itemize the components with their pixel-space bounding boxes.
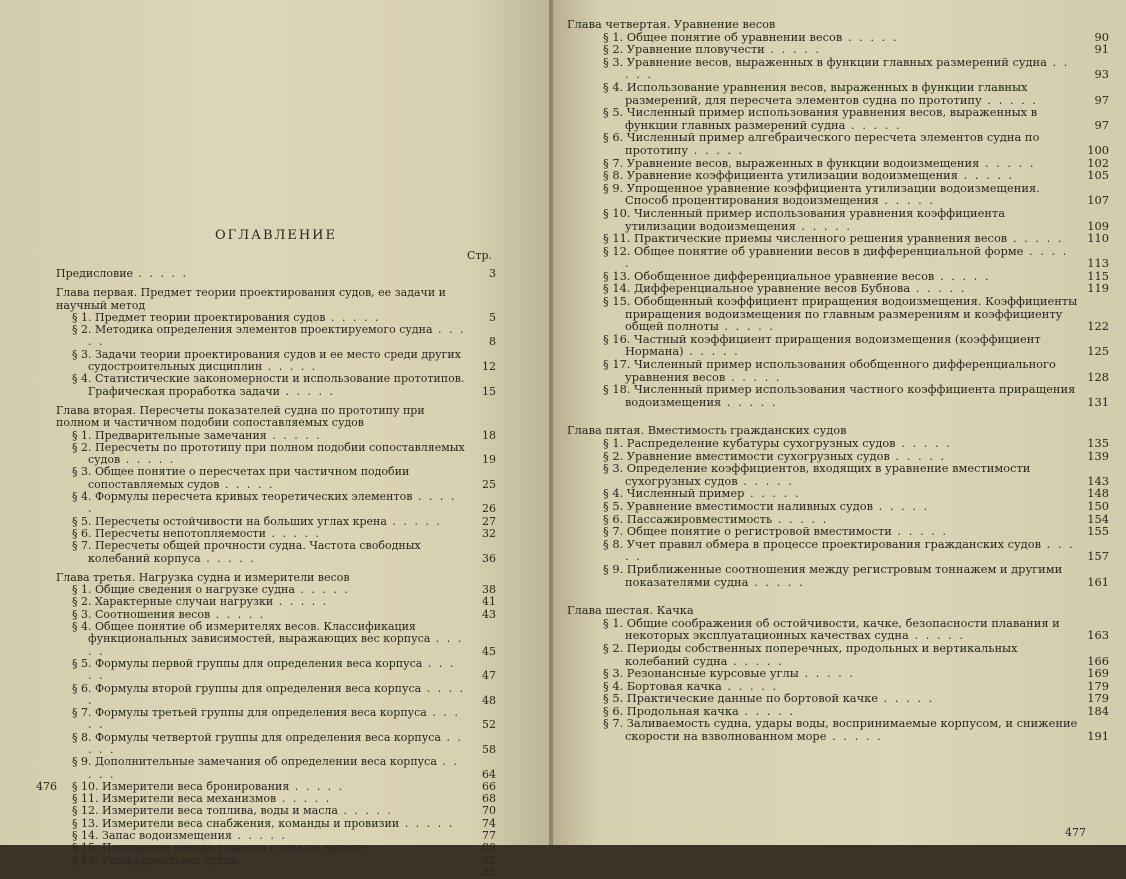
toc-entry-text: § 4. Статистические закономерности и использование прототипов. Графическая проработка задачи . . . . .: [72, 372, 465, 398]
toc-page-number: 163: [1087, 628, 1109, 643]
toc-page-number: 45: [482, 644, 496, 658]
dot-leader: . . . . .: [399, 816, 455, 830]
toc-title: ОГЛАВЛЕНИЕ: [214, 228, 337, 243]
dot-leader: . . . . .: [748, 574, 805, 589]
toc-page-number: 125: [1087, 344, 1109, 359]
toc-entry: [56, 373, 496, 398]
right-toc: [567, 18, 1109, 743]
toc-entry: [567, 692, 1109, 705]
toc-page-number: 85: [482, 865, 496, 879]
dot-leader: . . . . .: [889, 448, 947, 463]
toc-entry-text: § 4. Численный пример . . . . .: [603, 486, 801, 501]
toc-page-number: 139: [1087, 448, 1109, 463]
toc-page-number: 166: [1087, 653, 1109, 668]
dot-leader: . . . . .: [688, 142, 745, 157]
toc-entry: [56, 867, 496, 879]
dot-leader: . . . . .: [294, 583, 350, 597]
dot-leader: . . . . .: [934, 268, 991, 283]
toc-entry: [567, 667, 1109, 680]
toc-entry-text: [56, 867, 496, 879]
toc-entry-text: § 15. Положение центра тяжести судна по высоте . . . . .: [72, 841, 420, 855]
toc-entry-text: § 8. Уравнение коэффициента утилизации водоизмещения . . . . .: [603, 168, 1015, 183]
dot-leader: . . . . .: [878, 193, 935, 208]
toc-entry-text: § 5. Формулы первой группы для определения веса корпуса . . . . .: [72, 656, 456, 683]
toc-entry-text: § 5. Уравнение вместимости наливных судов . . . . .: [603, 498, 930, 513]
toc-page-number: 82: [482, 853, 496, 867]
toc-entry-text: § 9. Приближенные соотношения между регистровым тоннажем и другими показателями судна . . . . .: [603, 561, 1063, 589]
toc-entry: [567, 500, 1109, 513]
toc-page-number: 135: [1087, 436, 1109, 450]
toc-entry-text: § 7. Уравнение весов, выраженных в функции водоизмещения . . . . .: [603, 155, 1036, 170]
toc-page-number: 15: [482, 384, 496, 398]
toc-page-number: 74: [482, 816, 496, 830]
page-number-right: 477: [1065, 826, 1086, 839]
toc-page-number: 5: [489, 310, 496, 324]
toc-entry-text: § 4. Формулы пересчета кривых теоретических элементов . . . . .: [72, 490, 457, 516]
toc-entry-text: § 16. Частный коэффициент приращения водоизмещения (коэффициент Нормана) . . . . .: [603, 331, 1041, 359]
toc-entry-text: § 2. Уравнение пловучести . . . . .: [603, 42, 821, 57]
toc-entry: [567, 538, 1109, 563]
dot-leader: . . . . .: [72, 865, 122, 879]
toc-page-number: 105: [1087, 168, 1109, 183]
toc-entry: [567, 358, 1109, 383]
dot-leader: . . . . .: [772, 511, 829, 526]
toc-page-number: 18: [482, 428, 496, 442]
toc-page-number: 131: [1087, 394, 1109, 409]
toc-page-number: 143: [1087, 473, 1109, 488]
toc-page-number: 179: [1087, 678, 1109, 693]
toc-entry: [567, 525, 1109, 538]
toc-entry: [56, 466, 496, 491]
toc-entry-text: § 2. Уравнение вместимости сухогрузных судов . . . . .: [603, 448, 947, 463]
toc-entry-text: Глава шестая. Качка: [567, 603, 694, 618]
dot-leader: . . . . .: [200, 551, 256, 565]
toc-page-number: 110: [1087, 231, 1109, 246]
toc-page-number: 169: [1087, 666, 1109, 681]
right-page: [553, 0, 1126, 845]
toc-page-number: 100: [1087, 142, 1109, 157]
toc-entry: [567, 207, 1109, 232]
toc-page-number: 8: [489, 335, 496, 349]
toc-page-number: 58: [482, 742, 496, 756]
toc-page-number: 66: [482, 779, 496, 793]
toc-page-number: 26: [482, 502, 496, 516]
toc-page-number: 38: [482, 583, 496, 597]
dot-leader: . . . . .: [266, 428, 322, 442]
toc-entry-text: Глава третья. Нагрузка судна и измерители весов: [56, 570, 350, 584]
dot-leader: . . . . .: [908, 628, 966, 643]
toc-entry: [567, 717, 1109, 742]
dot-leader: . . . . .: [826, 729, 883, 744]
toc-entry-text: § 8. Формулы четвертой группы для определения веса корпуса . . . . .: [72, 730, 463, 756]
toc-entry-text: § 9. Упрощенное уравнение коэффициента утилизации водоизмещения. Способ процентирования водоизмещения . . . . .: [603, 180, 1040, 208]
dot-leader: . . . . .: [721, 394, 778, 409]
dot-leader: . . . . .: [262, 360, 318, 374]
toc-page-number: 93: [1094, 67, 1109, 82]
page-column-label: Стр.: [466, 249, 492, 262]
toc-entry: [56, 658, 496, 683]
toc-entry-text: Глава четвертая. Уравнение весов: [567, 17, 776, 31]
toc-entry: [56, 442, 496, 467]
toc-page-number: 3: [489, 267, 496, 280]
toc-page-number: 91: [1094, 42, 1109, 57]
dot-leader: . . . . .: [910, 281, 967, 296]
toc-entry: [567, 245, 1109, 270]
toc-page-number: 184: [1087, 703, 1109, 718]
dot-leader: . . . . .: [279, 384, 335, 398]
dot-leader: . . . . .: [88, 706, 460, 732]
toc-page-number: 191: [1087, 729, 1109, 744]
dot-leader: . . . . .: [683, 344, 740, 359]
toc-entry: [567, 462, 1109, 487]
toc-page-number: 48: [482, 693, 496, 707]
toc-entry: [56, 268, 496, 280]
toc-page-number: 113: [1087, 256, 1109, 271]
toc-page-number: 155: [1087, 524, 1109, 539]
toc-entry-text: § 1. Предмет теории проектирования судов . . . . .: [72, 310, 381, 324]
toc-entry-text: § 10. Измерители веса бронирования . . . . .: [72, 779, 345, 793]
dot-leader: . . . . .: [88, 490, 457, 516]
toc-entry-text: § 16. Удифферентовка судна . . . . .: [72, 853, 293, 867]
toc-entry-text: § 2. Пересчеты по прототипу при полном подобии сопоставляемых судов . . . . .: [72, 440, 465, 467]
toc-entry-text: § 4. Бортовая качка . . . . .: [603, 678, 779, 693]
dot-leader: . . . . .: [727, 653, 784, 668]
toc-entry-text: § 7. Общее понятие о регистровой вместимости . . . . .: [603, 524, 949, 539]
toc-entry-text: § 17. Численный пример использования обобщенного дифференциального уравнения весов . . . . .: [603, 357, 1056, 384]
toc-entry-text: § 7. Формулы третьей группы для определения веса корпуса . . . . .: [72, 706, 460, 732]
toc-entry-text: § 15. Обобщенный коэффициент приращения водоизмещения. Коэффициенты приращения водоизмещения по главным размерениям и коэффициенту общей полноты . . . . .: [603, 294, 1078, 334]
toc-entry: [567, 131, 1109, 156]
toc-entry-text: § 2. Периоды собственных поперечных, продольных и вертикальных колебаний судна . . . . .: [603, 640, 1018, 668]
toc-entry-text: § 5. Практические данные по бортовой качке . . . . .: [603, 691, 935, 706]
dot-leader: . . . . .: [231, 829, 287, 843]
dot-leader: . . . . .: [845, 117, 902, 132]
dot-leader: . . . . .: [88, 632, 464, 658]
toc-page-number: 52: [482, 718, 496, 732]
toc-page-number: 97: [1094, 92, 1109, 107]
dot-leader: . . . . .: [337, 804, 393, 818]
toc-entry-text: Глава пятая. Вместимость гражданских судов: [567, 423, 847, 438]
toc-entry-text: § 10. Численный пример использования уравнения коэффициента утилизации водоизмещения . . . . .: [603, 205, 1006, 233]
toc-entry: [56, 732, 496, 757]
dot-leader: . . . . .: [265, 526, 321, 540]
toc-page-number: 41: [482, 595, 496, 609]
dot-leader: . . . . .: [88, 323, 466, 349]
toc-chapter-heading: [56, 405, 496, 430]
toc-entry-text: § 6. Пересчеты непотопляемости . . . . .: [72, 526, 321, 540]
toc-entry-text: § 4. Использование уравнения весов, выраженных в функции главных размерений, для пересчета элементов судна по прототипу . . . . .: [603, 79, 1038, 107]
toc-page-number: 19: [482, 453, 496, 467]
toc-page-number: 179: [1087, 691, 1109, 706]
toc-page-number: 77: [482, 829, 496, 843]
toc-entry: [56, 596, 496, 608]
toc-entry-text: § 11. Измерители веса механизмов . . . . .: [72, 792, 332, 806]
toc-entry: [56, 430, 496, 442]
dot-leader: . . . . .: [625, 243, 1069, 271]
toc-entry-text: § 1. Предварительные замечания . . . . .: [72, 428, 322, 442]
toc-entry-text: § 13. Измерители веса снабжения, команды и провизии . . . . .: [72, 816, 455, 830]
dot-leader: . . . . .: [798, 666, 856, 681]
dot-leader: . . . . .: [625, 54, 1070, 82]
toc-page-number: 148: [1087, 486, 1109, 501]
toc-entry: [567, 182, 1109, 207]
toc-entry-text: § 1. Общие сведения о нагрузке судна . . . . .: [72, 583, 350, 597]
toc-entry-text: § 5. Пересчеты остойчивости на больших углах крена . . . . .: [72, 514, 442, 528]
dot-leader: . . . . .: [276, 792, 332, 806]
toc-entry-text: § 9. Дополнительные замечания об определении веса корпуса . . . . .: [72, 755, 459, 781]
dot-leader: . . . . .: [364, 841, 420, 855]
toc-page-number: 70: [482, 804, 496, 818]
dot-leader: . . . . .: [289, 779, 345, 793]
toc-entry-text: § 1. Общие соображения об остойчивости, качке, безопасности плавания и некоторых эксплуатационных качествах судна . . . . .: [603, 615, 1060, 643]
left-entry-list: [56, 268, 496, 879]
dot-leader: . . . . .: [737, 473, 794, 488]
toc-entry-text: § 7. Пересчеты общей прочности судна. Частота свободных колебаний корпуса . . . . .: [72, 539, 421, 565]
dot-leader: . . . . .: [210, 607, 266, 621]
toc-entry-text: § 3. Общее понятие о пересчетах при частичном подобии сопоставляемых судов . . . . .: [72, 465, 410, 491]
dot-leader: . . . . .: [88, 730, 463, 756]
toc-entry: [56, 324, 496, 349]
toc-page-number: 47: [482, 669, 496, 683]
dot-leader: . . . . .: [981, 92, 1038, 107]
dot-leader: . . . . .: [764, 42, 821, 57]
toc-entry-text: Глава вторая. Пересчеты показателей судна по прототипу при полном и частичном подобии сопоставляемых судов: [56, 403, 425, 430]
left-toc: [56, 228, 496, 879]
dot-leader: . . . . .: [88, 656, 456, 683]
toc-entry: [56, 349, 496, 374]
toc-entry-text: § 1. Распределение кубатуры сухогрузных судов . . . . .: [603, 436, 952, 450]
left-page: [0, 0, 551, 879]
toc-entry-text: § 14. Дифференциальное уравнение весов Бубнова . . . . .: [603, 281, 967, 296]
toc-page-number: 12: [482, 360, 496, 374]
toc-page-number: 115: [1087, 268, 1109, 283]
dot-leader: . . . . .: [873, 498, 930, 513]
toc-entry-text: § 6. Численный пример алгебраического пересчета элементов судна по прототипу . . . . .: [603, 130, 1040, 157]
toc-entry: [567, 169, 1109, 182]
toc-page-number: 122: [1087, 319, 1109, 334]
toc-page-number: 102: [1087, 155, 1109, 170]
toc-entry: [567, 642, 1109, 667]
dot-leader: . . . . .: [120, 453, 176, 467]
dot-leader: . . . . .: [725, 369, 782, 384]
toc-entry-text: § 3. Определение коэффициентов, входящих в уравнение вместимости сухогрузных судов . . . . .: [603, 461, 1031, 488]
toc-entry-text: § 11. Практические приемы численного решения уравнения весов . . . . .: [603, 231, 1064, 246]
toc-entry-text: Глава первая. Предмет теории проектирования судов, ее задачи и научный метод: [56, 286, 446, 312]
toc-entry: [567, 333, 1109, 358]
toc-page-number: 90: [1094, 29, 1109, 44]
dot-leader: . . . . .: [88, 681, 466, 707]
toc-entry-text: § 6. Формулы второй группы для определения веса корпуса . . . . .: [72, 681, 466, 707]
dot-leader: . . . . .: [738, 703, 795, 718]
toc-page-number: 119: [1087, 281, 1109, 296]
toc-page-number: 32: [482, 526, 496, 540]
toc-page-number: 80: [482, 841, 496, 855]
toc-entry-text: § 3. Резонансные курсовые углы . . . . .: [603, 666, 856, 681]
toc-page-number: 64: [482, 767, 496, 781]
toc-chapter-heading: [56, 287, 496, 312]
toc-page-number: 128: [1087, 369, 1109, 384]
dot-leader: . . . . .: [718, 319, 775, 334]
toc-page-number: 109: [1087, 218, 1109, 233]
dot-leader: . . . . .: [744, 486, 801, 501]
toc-entry-text: § 6. Пассажировместимость . . . . .: [603, 511, 829, 526]
toc-entry-text: § 7. Заливаемость судна, удары воды, воспринимаемые корпусом, и снижение скорости на взволнованном море . . . . .: [603, 716, 1078, 744]
toc-entry-text: § 3. Соотношения весов . . . . .: [72, 607, 266, 621]
dot-leader: . . . . .: [237, 853, 293, 867]
dot-leader: . . . . .: [625, 536, 1075, 564]
dot-leader: . . . . .: [386, 514, 442, 528]
toc-entry-text: § 1. Общее понятие об уравнении весов . . . . .: [603, 29, 899, 44]
toc-entry: [567, 617, 1109, 642]
dot-leader: . . . . .: [219, 477, 275, 491]
toc-entry: [567, 81, 1109, 106]
toc-page-number: 157: [1087, 549, 1109, 564]
toc-entry: [56, 855, 496, 867]
page-number-left: 476: [36, 780, 57, 793]
toc-entry: [56, 540, 496, 565]
toc-entry-text: § 2. Характерные случаи нагрузки . . . . .: [72, 595, 329, 609]
toc-page-number: 97: [1094, 117, 1109, 132]
toc-chapter-heading: [567, 18, 1109, 31]
toc-page-number: 43: [482, 607, 496, 621]
toc-page-number: 150: [1087, 498, 1109, 513]
toc-entry-text: § 3. Задачи теории проектирования судов и ее место среди других судостроительных дисциплин . . . . .: [72, 347, 461, 374]
dot-leader: . . . . .: [721, 678, 779, 693]
toc-entry: [56, 707, 496, 732]
toc-entry-text: § 18. Численный пример использования частного коэффициента приращения водоизмещения . . . . .: [603, 382, 1076, 409]
toc-entry-text: § 14. Запас водоизмещения . . . . .: [72, 829, 287, 843]
toc-entry: [56, 491, 496, 516]
toc-entry-text: § 6. Продольная качка . . . . .: [603, 703, 795, 718]
toc-entry: [56, 683, 496, 708]
right-entry-list: [567, 18, 1109, 743]
toc-entry: [567, 106, 1109, 131]
dot-leader: . . . . .: [891, 524, 949, 539]
toc-entry-text: § 8. Учет правил обмера в процессе проектирования гражданских судов . . . . .: [603, 536, 1075, 564]
toc-entry-text: § 2. Методика определения элементов проектируемого судна . . . . .: [72, 323, 466, 349]
toc-entry: [567, 295, 1109, 333]
dot-leader: . . . . .: [795, 218, 853, 233]
toc-page-number: 107: [1087, 193, 1109, 208]
dot-leader: . . . . .: [979, 155, 1036, 170]
toc-entry: [56, 621, 496, 658]
dot-leader: . . . . .: [325, 310, 381, 324]
toc-entry-text: § 12. Общее понятие об уравнении весов в дифференциальной форме . . . . .: [603, 243, 1069, 271]
dot-leader: . . . . .: [273, 595, 329, 609]
toc-page-number: 27: [482, 514, 496, 528]
dot-leader: . . . . .: [1007, 231, 1064, 246]
dot-leader: . . . . .: [133, 267, 189, 280]
toc-entry: [567, 383, 1109, 408]
toc-entry: [567, 437, 1109, 450]
dot-leader: . . . . .: [895, 436, 952, 450]
toc-page-number: 36: [482, 551, 496, 565]
toc-entry: [567, 43, 1109, 56]
toc-page-number: 161: [1087, 574, 1109, 589]
toc-entry-text: § 12. Измерители веса топлива, воды и масла . . . . .: [72, 804, 393, 818]
toc-entry-text: § 5. Численный пример использования уравнения весов, выраженных в функции главных размерений судна . . . . .: [603, 105, 1038, 132]
toc-entry: [567, 563, 1109, 588]
toc-page-number: 68: [482, 792, 496, 806]
toc-entry: [567, 56, 1109, 81]
toc-entry-text: § 4. Общее понятие об измерителях весов. Классификация функциональных зависимостей, выражающих вес корпуса . . . . .: [72, 620, 464, 658]
toc-entry-text: Предисловие . . . . .: [56, 267, 189, 280]
toc-chapter-heading: [567, 604, 1109, 617]
toc-page-number: 154: [1087, 511, 1109, 526]
toc-entry-text: § 3. Уравнение весов, выраженных в функции главных размерений судна . . . . .: [603, 54, 1070, 82]
dot-leader: . . . . .: [957, 168, 1015, 183]
toc-entry-text: § 13. Обобщенное дифференциальное уравнение весов . . . . .: [603, 268, 991, 283]
dot-leader: . . . . .: [878, 691, 935, 706]
dot-leader: . . . . .: [842, 29, 899, 44]
toc-page-number: 25: [482, 477, 496, 491]
toc-entry: [56, 756, 496, 781]
dot-leader: . . . . .: [88, 755, 459, 781]
